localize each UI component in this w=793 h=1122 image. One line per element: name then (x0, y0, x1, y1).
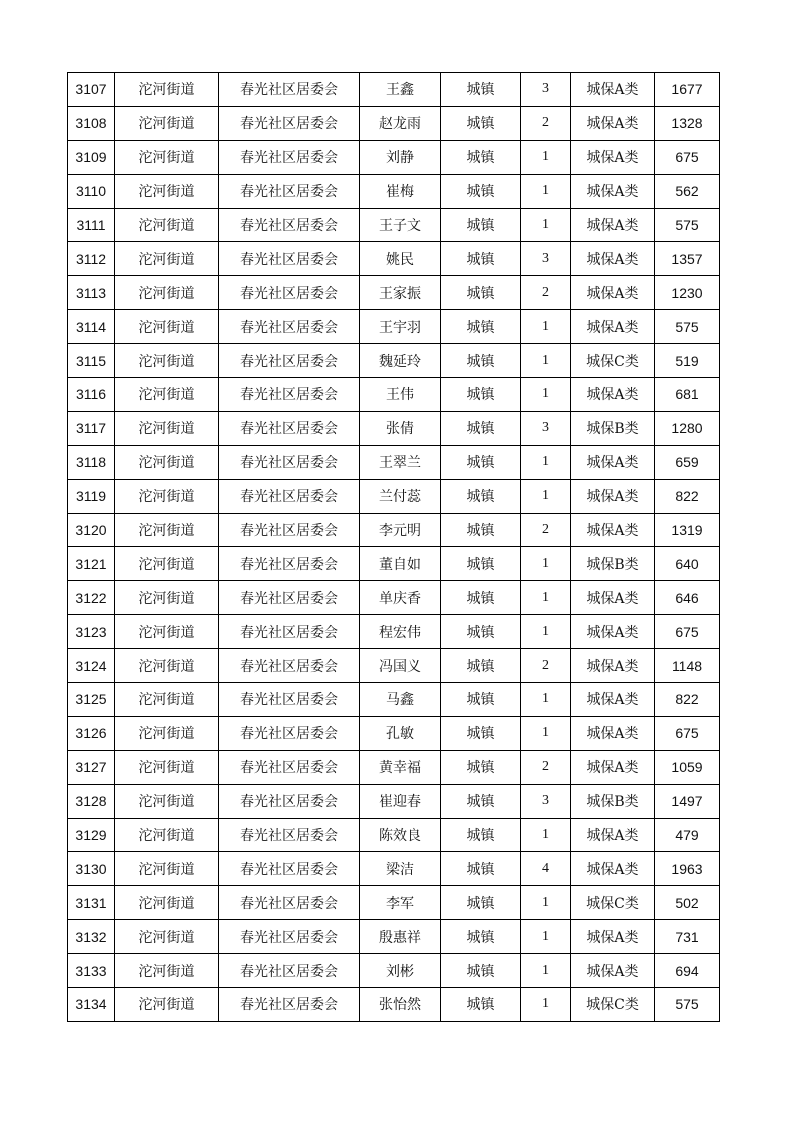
table-row (68, 988, 720, 1022)
community-cell: 春光社区居委会 (219, 242, 360, 276)
street-cell: 沱河街道 (115, 479, 219, 513)
area-type-cell: 城镇 (441, 106, 521, 140)
table-body (68, 73, 720, 1022)
table-row (68, 106, 720, 140)
person-name-cell: 兰付蕊 (360, 479, 441, 513)
assistance-category-cell: 城保A类 (571, 513, 655, 547)
household-members-cell: 1 (521, 615, 571, 649)
household-members-cell: 3 (521, 242, 571, 276)
person-name-cell: 赵龙雨 (360, 106, 441, 140)
street-cell: 沱河街道 (115, 547, 219, 581)
person-name-cell: 程宏伟 (360, 615, 441, 649)
community-cell: 春光社区居委会 (219, 750, 360, 784)
area-type-cell: 城镇 (441, 818, 521, 852)
street-cell: 沱河街道 (115, 852, 219, 886)
community-cell: 春光社区居委会 (219, 479, 360, 513)
street-cell: 沱河街道 (115, 106, 219, 140)
record-id-cell: 3129 (68, 818, 115, 852)
record-id-cell: 3133 (68, 954, 115, 988)
street-cell: 沱河街道 (115, 445, 219, 479)
street-cell: 沱河街道 (115, 276, 219, 310)
community-cell: 春光社区居委会 (219, 547, 360, 581)
area-type-cell: 城镇 (441, 988, 521, 1022)
household-members-cell: 1 (521, 174, 571, 208)
household-members-cell: 2 (521, 276, 571, 310)
assistance-category-cell: 城保A类 (571, 106, 655, 140)
area-type-cell: 城镇 (441, 852, 521, 886)
area-type-cell: 城镇 (441, 716, 521, 750)
area-type-cell: 城镇 (441, 581, 521, 615)
assistance-category-cell: 城保C类 (571, 344, 655, 378)
household-members-cell: 1 (521, 140, 571, 174)
table-row (68, 886, 720, 920)
person-name-cell: 李元明 (360, 513, 441, 547)
area-type-cell: 城镇 (441, 954, 521, 988)
record-id-cell: 3115 (68, 344, 115, 378)
table-row (68, 344, 720, 378)
person-name-cell: 姚民 (360, 242, 441, 276)
table-row (68, 683, 720, 717)
community-cell: 春光社区居委会 (219, 615, 360, 649)
amount-cell: 575 (655, 988, 720, 1022)
person-name-cell: 黄幸福 (360, 750, 441, 784)
community-cell: 春光社区居委会 (219, 445, 360, 479)
assistance-category-cell: 城保B类 (571, 547, 655, 581)
table-row (68, 242, 720, 276)
amount-cell: 675 (655, 716, 720, 750)
community-cell: 春光社区居委会 (219, 411, 360, 445)
record-id-cell: 3119 (68, 479, 115, 513)
person-name-cell: 王翠兰 (360, 445, 441, 479)
amount-cell: 675 (655, 140, 720, 174)
record-id-cell: 3120 (68, 513, 115, 547)
amount-cell: 1059 (655, 750, 720, 784)
area-type-cell: 城镇 (441, 920, 521, 954)
amount-cell: 1963 (655, 852, 720, 886)
table-row (68, 547, 720, 581)
table-row (68, 276, 720, 310)
assistance-category-cell: 城保A类 (571, 649, 655, 683)
street-cell: 沱河街道 (115, 378, 219, 412)
area-type-cell: 城镇 (441, 411, 521, 445)
community-cell: 春光社区居委会 (219, 886, 360, 920)
person-name-cell: 董自如 (360, 547, 441, 581)
record-id-cell: 3122 (68, 581, 115, 615)
table-row (68, 750, 720, 784)
record-id-cell: 3113 (68, 276, 115, 310)
table-row (68, 73, 720, 107)
area-type-cell: 城镇 (441, 886, 521, 920)
assistance-category-cell: 城保A类 (571, 920, 655, 954)
person-name-cell: 单庆香 (360, 581, 441, 615)
table-row (68, 852, 720, 886)
assistance-category-cell: 城保A类 (571, 140, 655, 174)
person-name-cell: 王家振 (360, 276, 441, 310)
street-cell: 沱河街道 (115, 174, 219, 208)
amount-cell: 681 (655, 378, 720, 412)
table-row (68, 784, 720, 818)
street-cell: 沱河街道 (115, 954, 219, 988)
household-members-cell: 1 (521, 344, 571, 378)
household-members-cell: 2 (521, 106, 571, 140)
amount-cell: 575 (655, 310, 720, 344)
amount-cell: 1148 (655, 649, 720, 683)
street-cell: 沱河街道 (115, 73, 219, 107)
household-members-cell: 1 (521, 886, 571, 920)
household-members-cell: 3 (521, 73, 571, 107)
area-type-cell: 城镇 (441, 479, 521, 513)
household-members-cell: 1 (521, 310, 571, 344)
household-members-cell: 1 (521, 954, 571, 988)
street-cell: 沱河街道 (115, 784, 219, 818)
amount-cell: 1497 (655, 784, 720, 818)
community-cell: 春光社区居委会 (219, 513, 360, 547)
assistance-category-cell: 城保C类 (571, 886, 655, 920)
record-id-cell: 3123 (68, 615, 115, 649)
record-id-cell: 3111 (68, 208, 115, 242)
street-cell: 沱河街道 (115, 988, 219, 1022)
community-cell: 春光社区居委会 (219, 344, 360, 378)
community-cell: 春光社区居委会 (219, 852, 360, 886)
table-row (68, 716, 720, 750)
area-type-cell: 城镇 (441, 208, 521, 242)
person-name-cell: 张倩 (360, 411, 441, 445)
amount-cell: 659 (655, 445, 720, 479)
record-id-cell: 3126 (68, 716, 115, 750)
community-cell: 春光社区居委会 (219, 106, 360, 140)
area-type-cell: 城镇 (441, 445, 521, 479)
street-cell: 沱河街道 (115, 615, 219, 649)
amount-cell: 1677 (655, 73, 720, 107)
person-name-cell: 殷惠祥 (360, 920, 441, 954)
community-cell: 春光社区居委会 (219, 140, 360, 174)
area-type-cell: 城镇 (441, 242, 521, 276)
community-cell: 春光社区居委会 (219, 378, 360, 412)
amount-cell: 646 (655, 581, 720, 615)
assistance-category-cell: 城保A类 (571, 242, 655, 276)
household-members-cell: 1 (521, 683, 571, 717)
assistance-category-cell: 城保A类 (571, 208, 655, 242)
area-type-cell: 城镇 (441, 73, 521, 107)
record-id-cell: 3130 (68, 852, 115, 886)
assistance-category-cell: 城保A类 (571, 310, 655, 344)
table-row (68, 649, 720, 683)
record-id-cell: 3116 (68, 378, 115, 412)
amount-cell: 1319 (655, 513, 720, 547)
assistance-category-cell: 城保A类 (571, 378, 655, 412)
assistance-category-cell: 城保A类 (571, 479, 655, 513)
table-row (68, 310, 720, 344)
area-type-cell: 城镇 (441, 615, 521, 649)
table-row (68, 208, 720, 242)
assistance-category-cell: 城保C类 (571, 988, 655, 1022)
assistance-category-cell: 城保A类 (571, 445, 655, 479)
record-id-cell: 3128 (68, 784, 115, 818)
household-members-cell: 1 (521, 988, 571, 1022)
amount-cell: 731 (655, 920, 720, 954)
record-id-cell: 3132 (68, 920, 115, 954)
amount-cell: 822 (655, 479, 720, 513)
community-cell: 春光社区居委会 (219, 310, 360, 344)
household-members-cell: 1 (521, 378, 571, 412)
street-cell: 沱河街道 (115, 208, 219, 242)
household-members-cell: 1 (521, 445, 571, 479)
person-name-cell: 李军 (360, 886, 441, 920)
street-cell: 沱河街道 (115, 649, 219, 683)
assistance-category-cell: 城保A类 (571, 852, 655, 886)
amount-cell: 562 (655, 174, 720, 208)
person-name-cell: 冯国义 (360, 649, 441, 683)
amount-cell: 1357 (655, 242, 720, 276)
person-name-cell: 刘静 (360, 140, 441, 174)
assistance-category-cell: 城保A类 (571, 750, 655, 784)
street-cell: 沱河街道 (115, 818, 219, 852)
person-name-cell: 崔梅 (360, 174, 441, 208)
amount-cell: 479 (655, 818, 720, 852)
community-cell: 春光社区居委会 (219, 784, 360, 818)
area-type-cell: 城镇 (441, 276, 521, 310)
street-cell: 沱河街道 (115, 716, 219, 750)
assistance-category-cell: 城保A类 (571, 954, 655, 988)
street-cell: 沱河街道 (115, 581, 219, 615)
household-members-cell: 1 (521, 581, 571, 615)
record-id-cell: 3127 (68, 750, 115, 784)
assistance-category-cell: 城保A类 (571, 73, 655, 107)
person-name-cell: 王伟 (360, 378, 441, 412)
amount-cell: 1230 (655, 276, 720, 310)
beneficiary-table (67, 72, 720, 1022)
area-type-cell: 城镇 (441, 310, 521, 344)
street-cell: 沱河街道 (115, 886, 219, 920)
amount-cell: 640 (655, 547, 720, 581)
table-row (68, 581, 720, 615)
person-name-cell: 马鑫 (360, 683, 441, 717)
street-cell: 沱河街道 (115, 242, 219, 276)
household-members-cell: 2 (521, 750, 571, 784)
area-type-cell: 城镇 (441, 649, 521, 683)
person-name-cell: 陈效良 (360, 818, 441, 852)
street-cell: 沱河街道 (115, 513, 219, 547)
community-cell: 春光社区居委会 (219, 174, 360, 208)
amount-cell: 822 (655, 683, 720, 717)
area-type-cell: 城镇 (441, 683, 521, 717)
assistance-category-cell: 城保A类 (571, 615, 655, 649)
area-type-cell: 城镇 (441, 513, 521, 547)
amount-cell: 519 (655, 344, 720, 378)
table-row (68, 411, 720, 445)
area-type-cell: 城镇 (441, 174, 521, 208)
table-row (68, 954, 720, 988)
assistance-category-cell: 城保A类 (571, 716, 655, 750)
community-cell: 春光社区居委会 (219, 208, 360, 242)
household-members-cell: 1 (521, 479, 571, 513)
person-name-cell: 崔迎春 (360, 784, 441, 818)
assistance-category-cell: 城保A类 (571, 683, 655, 717)
community-cell: 春光社区居委会 (219, 276, 360, 310)
community-cell: 春光社区居委会 (219, 954, 360, 988)
community-cell: 春光社区居委会 (219, 649, 360, 683)
assistance-category-cell: 城保A类 (571, 581, 655, 615)
street-cell: 沱河街道 (115, 920, 219, 954)
household-members-cell: 1 (521, 920, 571, 954)
street-cell: 沱河街道 (115, 310, 219, 344)
community-cell: 春光社区居委会 (219, 683, 360, 717)
household-members-cell: 2 (521, 649, 571, 683)
area-type-cell: 城镇 (441, 378, 521, 412)
assistance-category-cell: 城保A类 (571, 174, 655, 208)
community-cell: 春光社区居委会 (219, 920, 360, 954)
household-members-cell: 1 (521, 818, 571, 852)
table-row (68, 513, 720, 547)
area-type-cell: 城镇 (441, 750, 521, 784)
assistance-category-cell: 城保B类 (571, 784, 655, 818)
table-row (68, 174, 720, 208)
assistance-category-cell: 城保A类 (571, 818, 655, 852)
table-row (68, 615, 720, 649)
amount-cell: 694 (655, 954, 720, 988)
person-name-cell: 刘彬 (360, 954, 441, 988)
record-id-cell: 3118 (68, 445, 115, 479)
community-cell: 春光社区居委会 (219, 581, 360, 615)
household-members-cell: 1 (521, 716, 571, 750)
person-name-cell: 张怡然 (360, 988, 441, 1022)
person-name-cell: 孔敏 (360, 716, 441, 750)
person-name-cell: 魏延玲 (360, 344, 441, 378)
amount-cell: 1280 (655, 411, 720, 445)
street-cell: 沱河街道 (115, 683, 219, 717)
record-id-cell: 3108 (68, 106, 115, 140)
record-id-cell: 3114 (68, 310, 115, 344)
street-cell: 沱河街道 (115, 140, 219, 174)
area-type-cell: 城镇 (441, 547, 521, 581)
area-type-cell: 城镇 (441, 784, 521, 818)
community-cell: 春光社区居委会 (219, 988, 360, 1022)
person-name-cell: 王鑫 (360, 73, 441, 107)
record-id-cell: 3121 (68, 547, 115, 581)
amount-cell: 1328 (655, 106, 720, 140)
amount-cell: 575 (655, 208, 720, 242)
table-row (68, 445, 720, 479)
record-id-cell: 3131 (68, 886, 115, 920)
amount-cell: 675 (655, 615, 720, 649)
table-row (68, 818, 720, 852)
area-type-cell: 城镇 (441, 140, 521, 174)
record-id-cell: 3107 (68, 73, 115, 107)
community-cell: 春光社区居委会 (219, 716, 360, 750)
person-name-cell: 王子文 (360, 208, 441, 242)
record-id-cell: 3109 (68, 140, 115, 174)
record-id-cell: 3117 (68, 411, 115, 445)
record-id-cell: 3112 (68, 242, 115, 276)
household-members-cell: 4 (521, 852, 571, 886)
household-members-cell: 1 (521, 208, 571, 242)
table-row (68, 140, 720, 174)
record-id-cell: 3134 (68, 988, 115, 1022)
household-members-cell: 1 (521, 547, 571, 581)
record-id-cell: 3125 (68, 683, 115, 717)
assistance-category-cell: 城保B类 (571, 411, 655, 445)
person-name-cell: 王宇羽 (360, 310, 441, 344)
household-members-cell: 2 (521, 513, 571, 547)
record-id-cell: 3124 (68, 649, 115, 683)
area-type-cell: 城镇 (441, 344, 521, 378)
community-cell: 春光社区居委会 (219, 73, 360, 107)
person-name-cell: 梁洁 (360, 852, 441, 886)
street-cell: 沱河街道 (115, 344, 219, 378)
street-cell: 沱河街道 (115, 411, 219, 445)
amount-cell: 502 (655, 886, 720, 920)
table-row (68, 479, 720, 513)
community-cell: 春光社区居委会 (219, 818, 360, 852)
household-members-cell: 3 (521, 784, 571, 818)
table-row (68, 378, 720, 412)
table-row (68, 920, 720, 954)
record-id-cell: 3110 (68, 174, 115, 208)
household-members-cell: 3 (521, 411, 571, 445)
street-cell: 沱河街道 (115, 750, 219, 784)
assistance-category-cell: 城保A类 (571, 276, 655, 310)
